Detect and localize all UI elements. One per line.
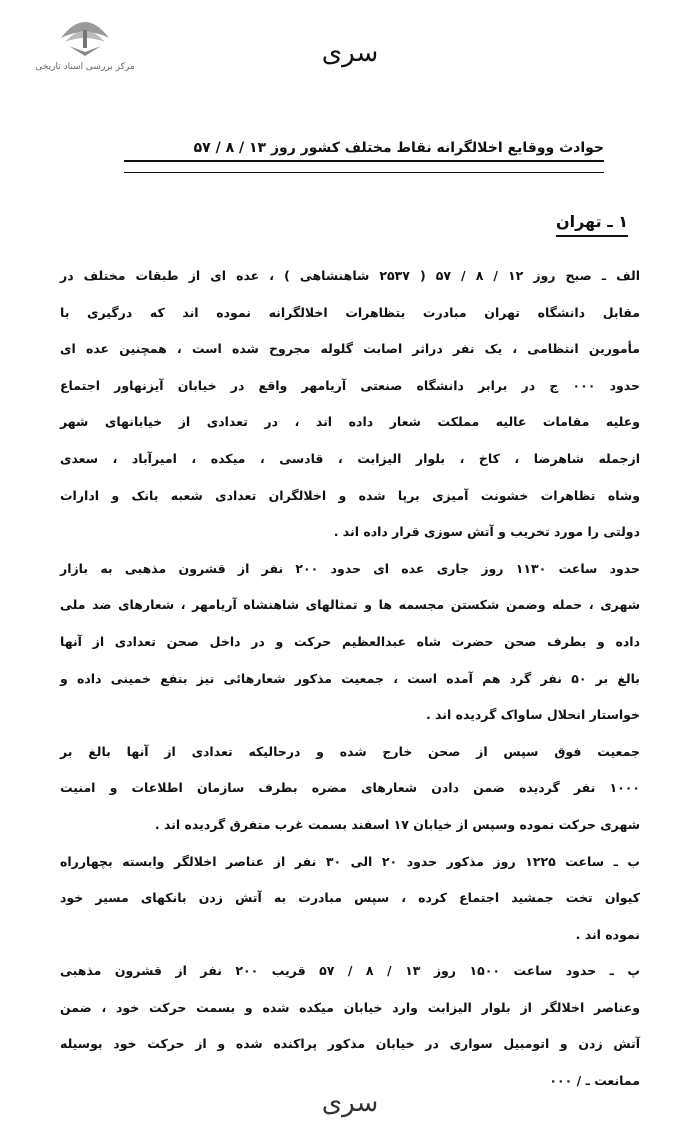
classification-top: سری <box>321 38 379 68</box>
body-line: ازجمله شاهرضا ، کاخ ، بلوار الیزابت ، قادسی ، میکده ، امیرآباد ، سعدی <box>60 450 640 466</box>
body-line: حدود ساعت ۱۱۳۰ روز جاری عده ای حدود ۲۰۰ نفر از قشرون مذهبی به بازار <box>60 560 641 576</box>
body-line: پ ـ حدود ساعت ۱۵۰۰ روز ۱۳ / ۸ / ۵۷ قریب ۲۰۰ نفر از قشرون مذهبی <box>60 963 640 979</box>
body-line: خواستار انحلال ساواک گردیده اند . <box>425 707 640 723</box>
document-title: حوادث ووقایع اخلالگرانه نقاط مختلف کشور روز ۱۳ / ۸ / ۵۷ <box>124 140 604 162</box>
body-line: جمعیت فوق سپس از صحن خارج شده و درحالیکه تعدادی از آنها بالغ بر <box>60 743 640 759</box>
body-line: مقابل دانشگاه تهران مبادرت بتظاهرات اخلالگرانه نموده اند که درگیری با <box>60 304 640 320</box>
section-heading: ۱ ـ تهران <box>556 212 628 237</box>
title-underline <box>124 172 604 173</box>
body-line: وعناصر اخلالگر از بلوار الیزابت وارد خیابان میکده شده و بسمت حرکت خود ، ضمن <box>60 999 640 1015</box>
body-line: وعلیه مقامات عالیه مملکت شعار داده اند ، در تعدادی از خیابانهای شهر <box>60 414 640 430</box>
classification-bottom: سری <box>321 1088 379 1118</box>
body-line: الف ـ صبح روز ۱۲ / ۸ / ۵۷ ( ۲۵۳۷ شاهنشاهی ) ، عده ای از طبقات مختلف در <box>60 268 640 283</box>
body-line: ممانعت ـ / ۰۰۰ <box>549 1073 640 1089</box>
body-line: شهری ، حمله وضمن شکستن مجسمه ها و تمثالهای شاهنشاه آریامهر ، شعارهای ضد ملی <box>60 597 640 613</box>
body-line: کیوان تخت جمشید اجتماع کرده ، سپس مبادرت به آتش زدن بانکهای مسیر خود <box>60 890 640 906</box>
body-line: ۱۰۰۰ نفر گردیده ضمن دادن شعارهای مضره بطرف سازمان اطلاعات و امنیت <box>60 780 640 796</box>
body-line: وشاه تظاهرات خشونت آمیزی برپا شده و اخلالگران تعدادی شعبه بانک و ادارات <box>60 487 640 503</box>
logo-caption: مرکز بررسی اسناد تاریخی <box>35 62 135 72</box>
body-line: نموده اند . <box>575 926 640 942</box>
body-line: ب ـ ساعت ۱۲۲۵ روز مذکور حدود ۲۰ الی ۳۰ نفر از عناصر اخلالگر وابسته بچهارراه <box>60 853 640 869</box>
body-line: مأمورین انتظامی ، یک نفر دراثر اصابت گلوله مجروح شده است ، همچنین عده ای <box>60 341 640 357</box>
body-line: شهری حرکت نموده وسپس از خیابان ۱۷ اسفند بسمت غرب متفرق گردیده اند . <box>154 816 640 832</box>
body-line: داده و بطرف صحن حضرت شاه عبدالعظیم حرکت و در داخل صحن تعدادی از آنها <box>60 633 640 649</box>
body-line: حدود ۰۰۰ ج در برابر دانشگاه صنعتی آریامهر واقع در خیابان آیزنهاور اجتماع <box>60 377 640 393</box>
document-body <box>60 258 640 1100</box>
body-line: آتش زدن و اتومبیل سواری در خیابان مذکور پراکنده شده و از حرکت خود بوسیله <box>60 1036 640 1052</box>
body-line: دولتی را مورد تخریب و آتش سوزی قرار داده اند . <box>333 524 640 540</box>
body-line: بالغ بر ۵۰ نفر گرد هم آمده است ، جمعیت مذکور شعارهائی نیز بنفع خمینی داده و <box>60 670 641 686</box>
